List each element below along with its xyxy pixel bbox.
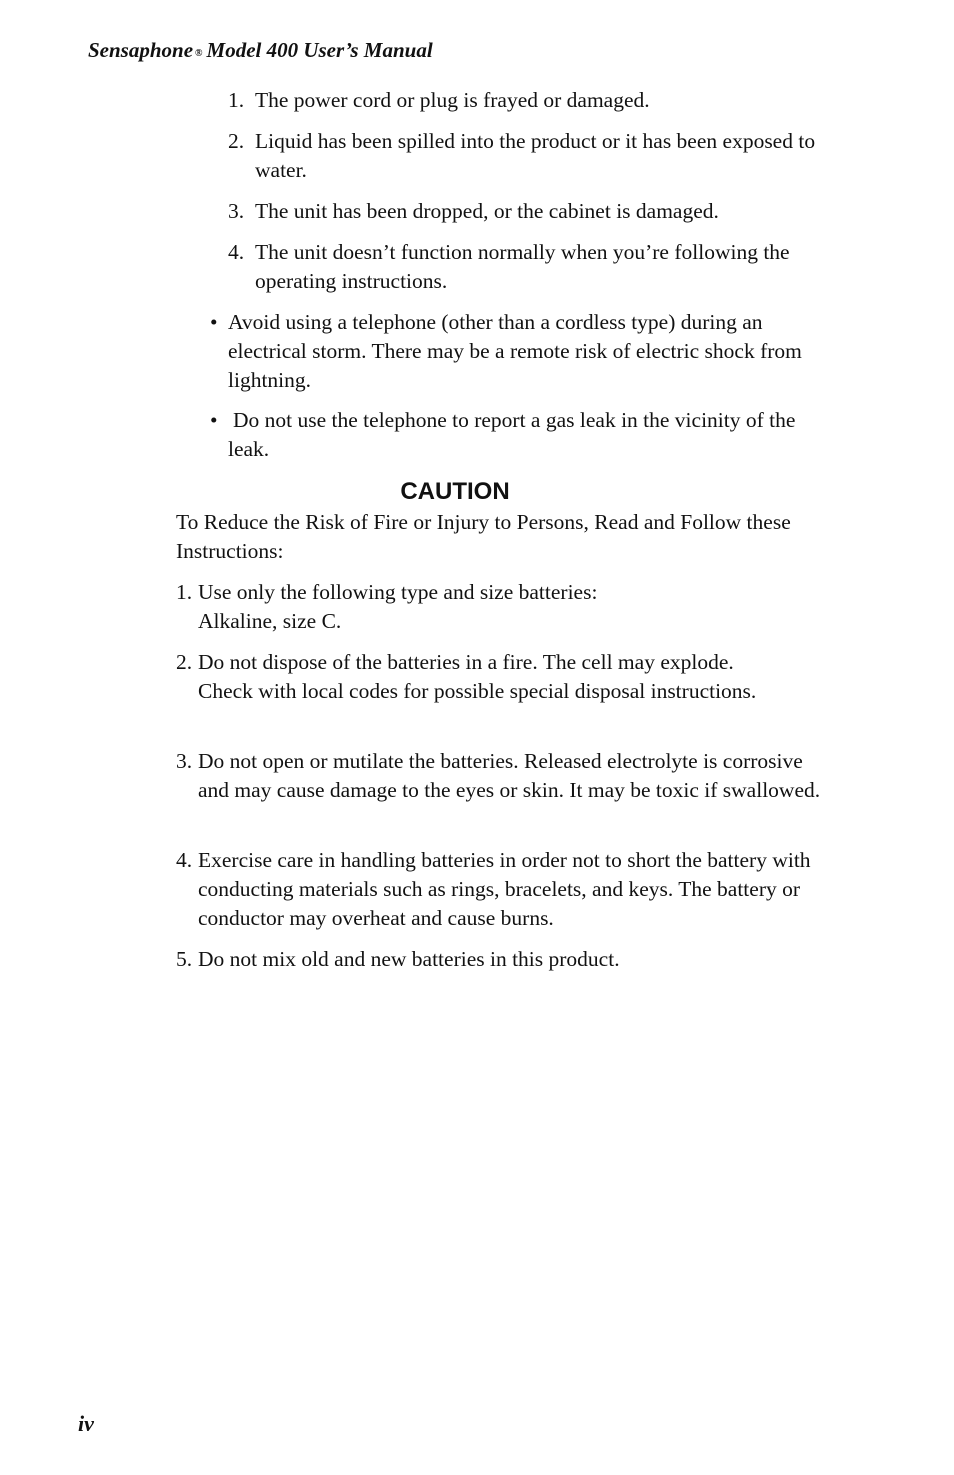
condition-number: 4. [228,240,245,264]
caution-intro: To Reduce the Risk of Fire or Injury to Persons, Read and Follow these Instructions: [176,510,791,563]
battery-instruction [176,846,836,933]
registered-mark: ® [195,48,203,59]
bullet-text: Do not use the telephone to report a gas leak in the vicinity of the leak. [228,408,796,461]
condition-number: 1. [228,88,245,112]
battery-instruction [176,747,836,805]
instruction-number: 4. [176,848,193,872]
instruction-text: Do not mix old and new batteries in this product. [198,947,620,971]
caution-heading: CAUTION [400,478,510,505]
instruction-number: 5. [176,947,193,971]
instruction-number: 3. [176,749,193,773]
instruction-number: 1. [176,580,193,604]
running-header [88,36,433,69]
instruction-number: 2. [176,650,193,674]
battery-instruction [176,648,836,706]
bullet-text: Avoid using a telephone (other than a cordless type) during an electrical storm. There may be a remote risk of electric shock from lightning. [228,310,802,392]
bullet-mark: • [210,310,218,334]
condition-number: 2. [228,129,245,153]
header-brand: Sensaphone [88,38,194,62]
instruction-text: Do not dispose of the batteries in a fire. The cell may explode. Check with local codes for possible special disposal instructions. [198,650,757,703]
condition-item [228,86,828,115]
instruction-text [176,578,836,636]
condition-number: 3. [228,199,245,223]
condition-text: The power cord or plug is frayed or damaged. [255,88,650,112]
condition-item [228,238,828,296]
page-number: iv [78,1411,94,1436]
condition-item [228,197,828,226]
condition-text: Liquid has been spilled into the product or it has been exposed to water. [255,129,816,182]
condition-text: The unit doesn’t function normally when you’re following the operating instructions. [255,240,790,293]
instruction-text: Exercise care in handling batteries in order not to short the battery with conducting materials such as rings, bracelets, and keys. The battery or conductor may overheat and cause burns. [198,848,811,930]
condition-item [228,127,828,185]
instruction-text: Do not open or mutilate the batteries. Released electrolyte is corrosive and may cause damage to the eyes or skin. It may be toxic if swallowed. [198,749,821,802]
header-title: Model 400 User’s Manual [206,38,433,62]
safety-bullet [210,308,820,395]
condition-text: The unit has been dropped, or the cabinet is damaged. [255,199,719,223]
instruction-line: Alkaline, size C. [198,609,342,633]
bullet-mark: • [210,408,218,432]
battery-instruction [176,945,836,974]
battery-instruction [176,578,836,636]
safety-bullet [210,406,820,464]
instruction-line: Use only the following type and size batteries: [198,580,598,604]
